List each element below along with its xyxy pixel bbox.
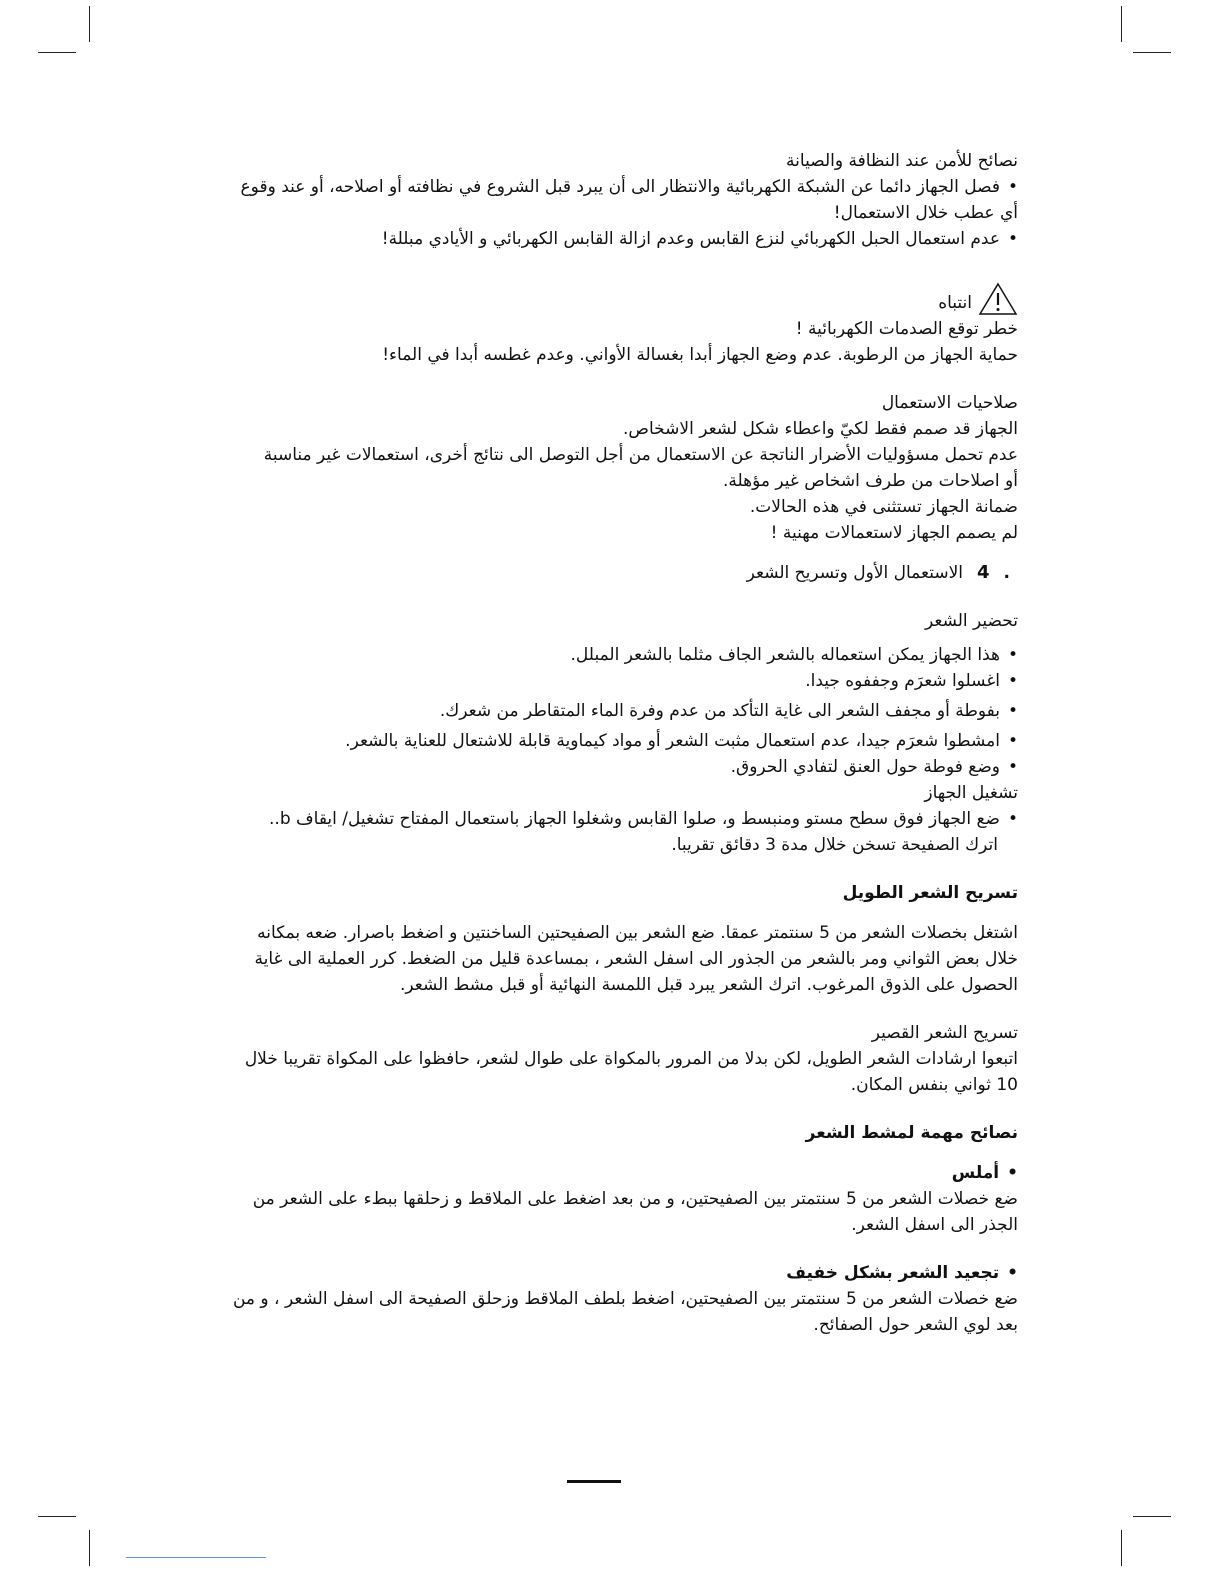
long-hair-line-1: اشتغل بخصلات الشعر من 5 سنتمتر عمقا. ضع الشعر بين الصفيحتين الساخنتين و اضغط باصرار. ضعه بمكانه xyxy=(257,923,1018,943)
bullet-icon: • xyxy=(1007,177,1018,197)
usage-line-2: عدم تحمل مسؤوليات الأضرار الناتجة عن الاستعمال من أجل التوصل الى نتائج أخرى، استعمالات غير مناسبة xyxy=(263,445,1018,465)
tips-smooth-line-1: ضع خصلات الشعر من 5 سنتمتر بين الصفيحتين، و من بعد اضغط على الملاقط و زحلقها ببطء على الشعر من xyxy=(252,1189,1018,1209)
operate-title: تشغيل الجهاز xyxy=(924,783,1018,803)
crop-mark-top-right-vertical xyxy=(1121,6,1122,42)
section-dot: . xyxy=(1003,563,1010,583)
short-hair-line-2: 10 ثواني بنفس المكان. xyxy=(850,1075,1018,1095)
crop-mark-top-right-horizontal xyxy=(1133,52,1171,53)
crop-mark-bottom-left-horizontal xyxy=(38,1516,76,1517)
usage-line-4: ضمانة الجهاز تستثنى في هذه الحالات. xyxy=(749,497,1018,517)
safety-bullet-2-text: عدم استعمال الحبل الكهربائي لنزع القابس وعدم ازالة القابس الكهربائي و الأيادي مبللة! xyxy=(381,229,1000,249)
short-hair-line-1: اتبعوا ارشادات الشعر الطويل، لكن بدلا من المرور بالمكواة على طوال لشعر، حافظوا على المكواة تقريبا خلال xyxy=(244,1049,1018,1069)
bullet-icon: • xyxy=(1007,731,1018,751)
crop-mark-top-left-horizontal xyxy=(38,52,76,53)
tips-smooth-title: أملس xyxy=(951,1163,1000,1183)
safety-bullet-1 xyxy=(130,174,1018,200)
operate-line-2: اترك الصفيحة تسخن خلال مدة 3 دقائق تقريبا. xyxy=(671,835,998,855)
bullet-icon: • xyxy=(1007,809,1018,829)
tips-title: نصائح مهمة لمشط الشعر xyxy=(805,1123,1018,1143)
safety-bullet-1-text: فصل الجهاز دائما عن الشبكة الكهربائية والانتظار الى أن يبرد قبل الشروع في نظافته أو اصلاحه، أو عند وقوع xyxy=(240,177,1000,197)
tips-smooth-line-2: الجذر الى اسفل الشعر. xyxy=(851,1215,1018,1235)
warning-label: انتباه xyxy=(938,293,972,313)
bullet-icon: • xyxy=(1007,1263,1018,1283)
warning-triangle-icon xyxy=(978,282,1018,316)
safety-title: نصائح للأمن عند النظافة والصيانة xyxy=(786,151,1018,171)
operate-bullet-1 xyxy=(130,806,1018,832)
long-hair-line-2: خلال بعض الثواني ومر بالشعر من الجذور الى اسفل الشعر ، بمساعدة قليل من الضغط. كرر العملية الى غاية xyxy=(254,949,1018,969)
bullet-icon: • xyxy=(1007,1163,1018,1183)
footer-blue-rule xyxy=(126,1557,266,1558)
bullet-icon: • xyxy=(1007,701,1018,721)
section-title: الاستعمال الأول وتسريح الشعر xyxy=(746,563,963,583)
page-footer-rule xyxy=(567,1480,621,1483)
prep-bullet-3 xyxy=(130,698,1018,724)
prep-bullet-2 xyxy=(130,668,1018,694)
short-hair-title: تسريح الشعر القصير xyxy=(871,1023,1018,1043)
tips-curl-title: تجعيد الشعر بشكل خفيف xyxy=(786,1263,1000,1283)
long-hair-line-3: الحصول على الذوق المرغوب. اترك الشعر يبرد قبل اللمسة النهائية أو قبل مشط الشعر. xyxy=(400,975,1018,995)
bullet-icon: • xyxy=(1007,757,1018,777)
prep-bullet-1-text: هذا الجهاز يمكن استعماله بالشعر الجاف مثلما بالشعر المبلل. xyxy=(570,645,1000,665)
document-body xyxy=(130,148,1018,1338)
prep-bullet-4-text: امشطوا شعرَم جيدا، عدم استعمال مثبت الشعر أو مواد كيماوية قابلة للاشتعال للعناية بالشعر. xyxy=(345,731,1000,751)
crop-mark-bottom-left-vertical xyxy=(89,1530,90,1566)
tips-smooth-heading xyxy=(130,1160,1018,1186)
section-number: 4 xyxy=(977,562,990,583)
bullet-icon: • xyxy=(1007,671,1018,691)
bullet-icon: • xyxy=(1007,645,1018,665)
prep-bullet-5-text: وضع فوطة حول العنق لتفادي الحروق. xyxy=(730,757,1000,777)
usage-line-1: الجهاز قد صمم فقط لكيّ واعطاء شكل لشعر الاشخاص. xyxy=(623,419,1018,439)
crop-mark-bottom-right-vertical xyxy=(1121,1530,1122,1566)
prep-bullet-1 xyxy=(130,642,1018,668)
prep-bullet-5 xyxy=(130,754,1018,780)
tips-curl-heading xyxy=(130,1260,1018,1286)
crop-mark-top-left-vertical xyxy=(89,6,90,42)
prep-bullet-3-text: بفوطة أو مجفف الشعر الى غاية التأكد من عدم وفرة الماء المتقاطر من شعرك. xyxy=(439,701,1000,721)
tips-curl-line-2: بعد لوي الشعر حول الصفائح. xyxy=(813,1315,1018,1335)
warning-line-1: خطر توقع الصدمات الكهربائية ! xyxy=(795,319,1018,339)
tips-curl-line-1: ضع خصلات الشعر من 5 سنتمتر بين الصفيحتين، اضغط بلطف الملاقط وزحلق الصفيحة الى اسفل الشعر ، و من xyxy=(232,1289,1018,1309)
bullet-icon: • xyxy=(1007,229,1018,249)
usage-title: صلاحيات الاستعمال xyxy=(881,393,1018,413)
usage-line-3: أو اصلاحات من طرف اشخاص غير مؤهلة. xyxy=(722,471,1018,491)
prep-bullet-4 xyxy=(130,728,1018,754)
safety-bullet-2 xyxy=(130,226,1018,252)
warning-header xyxy=(130,282,1018,316)
operate-bullet-1-text: ضع الجهاز فوق سطح مستو ومنبسط و، صلوا القابس وشغلوا الجهاز باستعمال المفتاح تشغيل/ ايقاف b.. xyxy=(269,809,1000,829)
warning-line-2: حماية الجهاز من الرطوبة. عدم وضع الجهاز أبدا بغسالة الأواني. وعدم غطسه أبدا في الماء! xyxy=(382,345,1018,365)
safety-bullet-1-cont: أي عطب خلال الاستعمال! xyxy=(833,203,1018,223)
long-hair-title: تسريح الشعر الطويل xyxy=(842,883,1018,903)
prep-bullet-2-text: اغسلوا شعرَم وجففوه جيدا. xyxy=(805,671,1000,691)
usage-line-5: لم يصمم الجهاز لاستعمالات مهنية ! xyxy=(770,523,1018,543)
section-4-heading xyxy=(130,560,1018,586)
prep-title: تحضير الشعر xyxy=(924,611,1018,631)
crop-mark-bottom-right-horizontal xyxy=(1133,1516,1171,1517)
